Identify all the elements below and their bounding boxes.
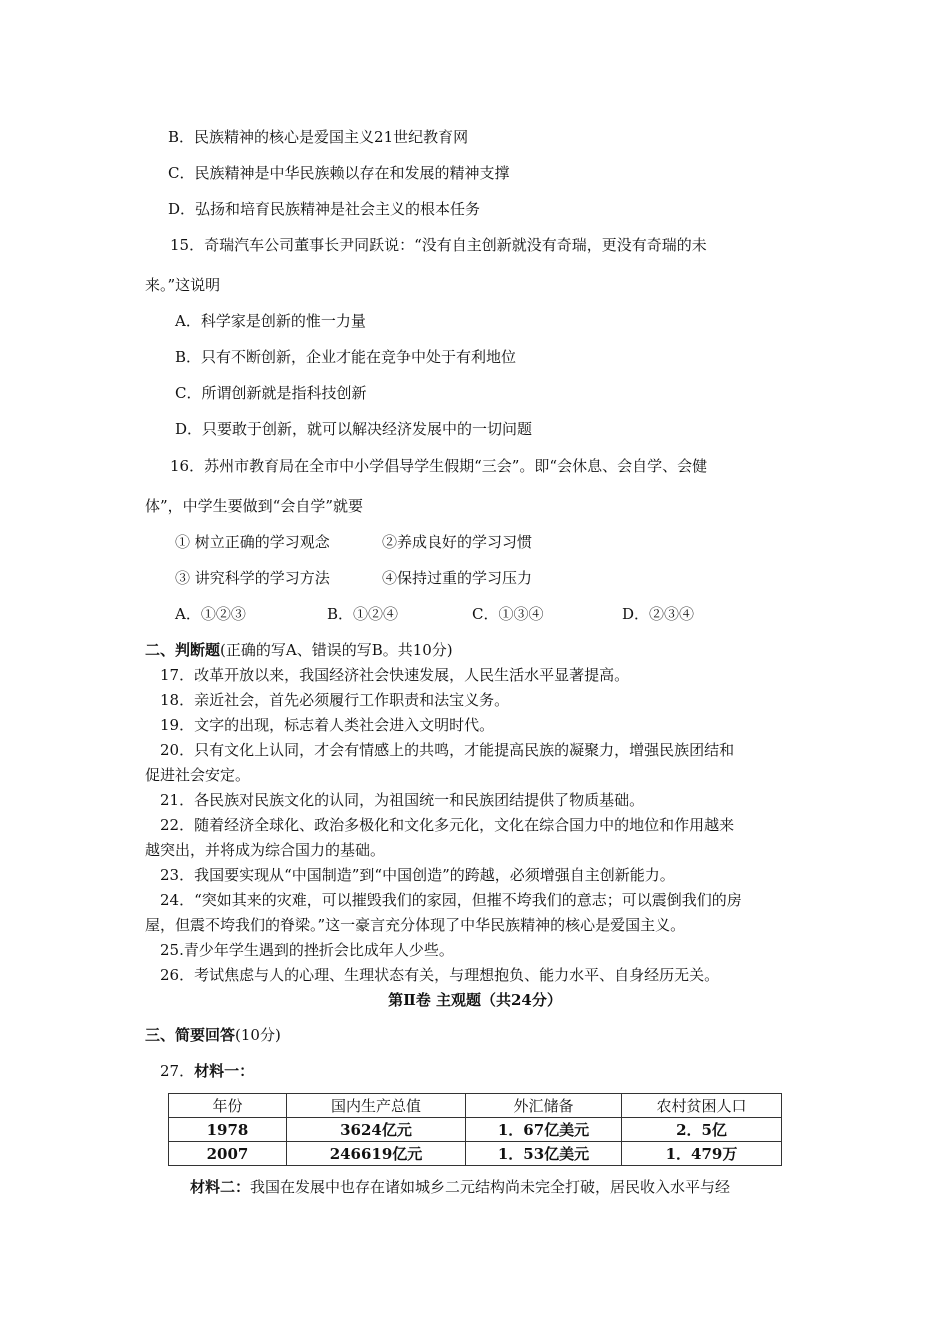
q15-option-d: D．只要敢于创新，就可以解决经济发展中的一切问题 [175,420,533,438]
table-header-cell: 农村贫困人口 [622,1094,782,1118]
material2-line [190,1177,730,1197]
table-header-cell: 年份 [169,1094,287,1118]
section3-header [145,1025,281,1045]
section3-note: (10分) [235,1026,281,1044]
q14-option-b: B．民族精神的核心是爱国主义21世纪教育网 [168,128,469,146]
q15-stem-line1: 15．奇瑞汽车公司董事长尹同跃说：“没有自主创新就没有奇瑞，更没有奇瑞的未 [170,236,707,254]
table-header-cell: 外汇储备 [466,1094,622,1118]
q16-option-c: C．①③④ [472,605,544,623]
q16-item-2: ②养成良好的学习习惯 [382,533,533,551]
q14-option-c: C．民族精神是中华民族赖以存在和发展的精神支撑 [168,164,510,182]
section2-heading: 二、判断题 [145,641,221,659]
q26: 26．考试焦虑与人的心理、生理状态有关，与理想抱负、能力水平、自身经历无关。 [160,966,720,984]
material2-label: 材料二： [190,1178,251,1196]
q16-option-d: D．②③④ [622,605,695,623]
q16-item-row2 [175,568,532,588]
q16-option-a: A．①②③ [175,605,246,623]
material1-label: 材料一： [194,1062,255,1080]
q23: 23．我国要实现从“中国制造”到“中国创造”的跨越，必须增强自主创新能力。 [160,866,675,884]
q16-options [175,604,694,624]
table-row [169,1118,782,1142]
q16-item-row1 [175,532,532,552]
q20-line2: 促进社会安定。 [145,766,251,784]
table-row [169,1142,782,1166]
q16-item-1: ① 树立正确的学习观念 [175,533,330,551]
q22-line2: 越突出，并将成为综合国力的基础。 [145,841,386,859]
q22-line1: 22．随着经济全球化、政治多极化和文化多元化，文化在综合国力中的地位和作用越来 [160,816,735,834]
table-cell: 1．53亿美元 [466,1142,622,1166]
q27-header [160,1061,254,1081]
table-cell: 1978 [169,1118,287,1142]
q16-stem-line2: 体”，中学生要做到“会自学”就要 [145,497,364,515]
section2-note: (正确的写A、错误的写B。共10分) [220,641,453,659]
part2-title: 第Ⅱ卷 主观题（共24分） [388,991,562,1009]
q16-stem-line1: 16．苏州市教育局在全市中小学倡导学生假期“三会”。即“会休息、会自学、会健 [170,457,708,475]
q24-line1: 24．“突如其来的灾难，可以摧毁我们的家园，但摧不垮我们的意志；可以震倒我们的房 [160,891,742,909]
q14-option-d: D．弘扬和培育民族精神是社会主义的根本任务 [168,200,481,218]
q20-line1: 20．只有文化上认同，才会有情感上的共鸣，才能提高民族的凝聚力，增强民族团结和 [160,741,735,759]
table-cell: 2007 [169,1142,287,1166]
q17: 17．改革开放以来，我国经济社会快速发展，人民生活水平显著提高。 [160,666,630,684]
q27-number: 27． [160,1062,195,1080]
table-cell: 2．5亿 [622,1118,782,1142]
section2-header [145,640,453,660]
table-header-row [169,1094,782,1118]
q15-option-c: C．所谓创新就是指科技创新 [175,384,367,402]
table-cell: 246619亿元 [287,1142,466,1166]
material2-text: 我国在发展中也存在诸如城乡二元结构尚未完全打破，居民收入水平与经 [250,1178,731,1196]
table-cell: 1．479万 [622,1142,782,1166]
q18: 18．亲近社会，首先必须履行工作职责和法宝义务。 [160,691,510,709]
q16-item-4: ④保持过重的学习压力 [382,569,533,587]
q15-option-b: B．只有不断创新，企业才能在竞争中处于有利地位 [175,348,517,366]
q25: 25.青少年学生遇到的挫折会比成年人少些。 [160,941,454,959]
q24-line2: 屋，但震不垮我们的脊梁。”这一豪言充分体现了中华民族精神的核心是爱国主义。 [145,916,686,934]
table-cell: 1．67亿美元 [466,1118,622,1142]
q16-item-3: ③ 讲究科学的学习方法 [175,569,330,587]
q15-stem-line2: 来。”这说明 [145,276,221,294]
statistics-table [168,1093,782,1166]
q19: 19．文字的出现，标志着人类社会进入文明时代。 [160,716,495,734]
table-cell: 3624亿元 [287,1118,466,1142]
q21: 21．各民族对民族文化的认同，为祖国统一和民族团结提供了物质基础。 [160,791,645,809]
section3-heading: 三、简要回答 [145,1026,236,1044]
q15-option-a: A．科学家是创新的惟一力量 [175,312,366,330]
table-header-cell: 国内生产总值 [287,1094,466,1118]
q16-option-b: B．①②④ [327,605,399,623]
